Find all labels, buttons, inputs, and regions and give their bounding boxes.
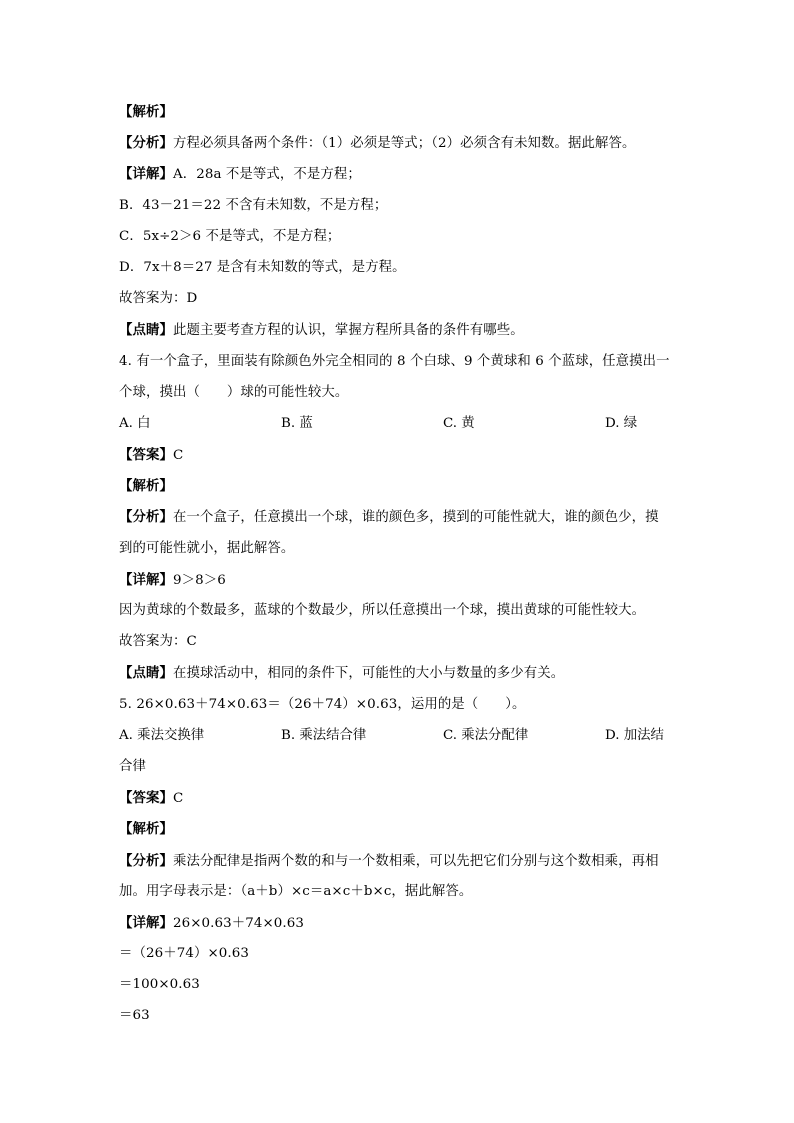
document-page — [119, 100, 679, 1036]
final-answer: 故答案为：C — [119, 634, 197, 650]
option-d-continued: 合律 — [119, 758, 146, 774]
analysis-tag: 【解析】 — [119, 478, 173, 495]
option-row — [119, 724, 679, 755]
detail-text: A．28a 不是等式，不是方程； — [172, 167, 361, 183]
fenxi-text: 乘法分配律是指两个数的和与一个数相乘，可以先把它们分别与这个数相乘，再相 — [172, 853, 659, 869]
detail-line: ＝100×0.63 — [119, 977, 200, 993]
option-a: A. 乘法交换律 — [119, 727, 205, 743]
detail-paragraph — [119, 162, 679, 193]
question-stem: 个球，摸出（ ）球的可能性较大。 — [119, 384, 349, 400]
detail-tag: 【详解】 — [119, 166, 173, 183]
final-answer: 故答案为：D — [119, 291, 198, 307]
dianjing-paragraph — [119, 318, 679, 349]
detail-line: C．5x÷2＞6 不是等式，不是方程； — [119, 228, 341, 244]
fenxi-paragraph — [119, 131, 679, 162]
dianjing-tag: 【点睛】 — [119, 665, 173, 682]
fenxi-text: 方程必须具备两个条件：（1）必须是等式；（2）必须含有未知数。据此解答。 — [172, 136, 636, 152]
fenxi-line: 到的可能性就小，据此解答。 — [119, 540, 295, 556]
option-b: B. 乘法结合律 — [281, 727, 367, 743]
fenxi-paragraph — [119, 505, 679, 536]
option-c: C. 乘法分配律 — [443, 727, 529, 743]
fenxi-text: 在一个盒子，任意摸出一个球，谁的颜色多，摸到的可能性就大，谁的颜色少，摸 — [172, 510, 659, 526]
option-a: A. 白 — [119, 415, 151, 431]
option-c: C. 黄 — [443, 415, 475, 431]
analysis-tag: 【解析】 — [119, 104, 173, 120]
analysis-tag: 【解析】 — [119, 821, 173, 838]
fenxi-tag: 【分析】 — [119, 135, 173, 152]
analysis-heading — [119, 474, 679, 505]
detail-text: 9＞8＞6 — [172, 572, 226, 588]
fenxi-line: 加。用字母表示是：（a＋b）×c＝a×c＋b×c，据此解答。 — [119, 883, 473, 899]
detail-line: ＝63 — [119, 1008, 150, 1024]
detail-text: 26×0.63＋74×0.63 — [172, 915, 305, 931]
detail-line: B．43－21＝22 不含有未知数，不是方程； — [119, 197, 388, 213]
answer-value: C — [172, 448, 184, 464]
dianjing-tag: 【点睛】 — [119, 322, 173, 339]
answer-tag: 【答案】 — [119, 447, 173, 464]
detail-paragraph — [119, 568, 679, 599]
answer-tag: 【答案】 — [119, 790, 173, 807]
option-d: D. 绿 — [605, 415, 638, 431]
dianjing-paragraph — [119, 661, 679, 692]
detail-line: ＝（26＋74）×0.63 — [119, 946, 249, 962]
question-stem: 5. 26×0.63＋74×0.63＝（26＋74）×0.63，运用的是（ ）。 — [119, 696, 526, 712]
fenxi-tag: 【分析】 — [119, 852, 173, 869]
detail-paragraph — [119, 911, 679, 942]
answer-value: C — [172, 791, 184, 807]
answer-paragraph — [119, 443, 679, 474]
fenxi-tag: 【分析】 — [119, 509, 173, 526]
question-stem: 4. 有一个盒子，里面装有除颜色外完全相同的 8 个白球、9 个黄球和 6 个蓝球，任意摸出一 — [119, 353, 670, 369]
answer-paragraph — [119, 786, 679, 817]
detail-tag: 【详解】 — [119, 571, 173, 588]
fenxi-paragraph — [119, 849, 679, 880]
detail-line: 因为黄球的个数最多，蓝球的个数最少，所以任意摸出一个球，摸出黄球的可能性较大。 — [119, 603, 646, 618]
dianjing-text: 此题主要考查方程的认识，掌握方程所具备的条件有哪些。 — [172, 323, 524, 339]
dianjing-text: 在摸球活动中，相同的条件下，可能性的大小与数量的多少有关。 — [172, 666, 565, 682]
analysis-heading — [119, 100, 679, 131]
option-d: D. 加法结 — [605, 727, 664, 743]
option-b: B. 蓝 — [281, 415, 313, 431]
detail-line: D．7x＋8＝27 是含有未知数的等式，是方程。 — [119, 259, 406, 275]
option-row — [119, 412, 679, 443]
analysis-heading — [119, 817, 679, 848]
detail-tag: 【详解】 — [119, 914, 173, 931]
